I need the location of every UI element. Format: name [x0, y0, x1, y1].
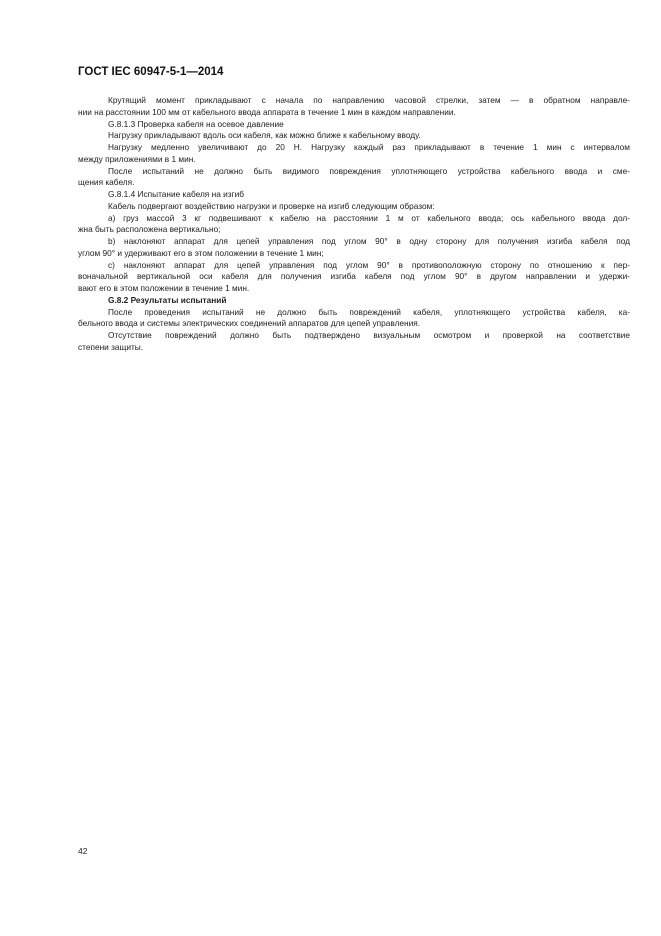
paragraph: [78, 142, 630, 166]
text-line: b) наклоняют аппарат для цепей управления под углом 90° в одну сторону для получения изгиба кабеля под: [108, 236, 630, 246]
paragraph: [78, 307, 630, 331]
paragraph: [78, 201, 630, 213]
paragraph: [78, 130, 630, 142]
text-line: щения кабеля.: [78, 177, 135, 188]
text-line: Нагрузку медленно увеличивают до 20 Н. Нагрузку каждый раз прикладывают в течение 1 мин с интервалом: [108, 142, 630, 152]
paragraph: [78, 95, 630, 119]
text-line: воначальной вертикальной оси кабеля для получения изгиба кабеля под углом 90° в другом направлении и удержи-: [78, 271, 630, 282]
text-line: Крутящий момент прикладывают с начала по направлению часовой стрелки, затем — в обратном направле-: [108, 95, 630, 105]
text-line: c) наклоняют аппарат для цепей управления под углом 90° в противоположную сторону по отношению к пер-: [108, 259, 630, 270]
text-line: бельного ввода и системы электрических соединений аппаратов для цепей управления.: [78, 318, 421, 329]
text-line: После проведения испытаний не должно быть повреждений кабеля, уплотняющего устройства кабеля, ка-: [108, 306, 630, 317]
paragraph: [78, 189, 630, 201]
text-line: G.8.1.4 Испытание кабеля на изгиб: [108, 189, 244, 199]
text-line: G.8.1.3 Проверка кабеля на осевое давление: [108, 118, 284, 129]
paragraph: [78, 166, 630, 190]
text-line: Кабель подвергают воздействию нагрузки и проверке на изгиб следующим образом:: [108, 200, 435, 211]
text-line: Нагрузку прикладывают вдоль оси кабеля, как можно ближе к кабельному вводу.: [108, 130, 421, 141]
text-line: a) груз массой 3 кг подвешивают к кабелю на расстоянии 1 м от кабельного ввода; ось кабельного ввода дол-: [108, 212, 630, 223]
document-body: [78, 95, 630, 354]
page-number: 42: [78, 846, 88, 856]
paragraph: [78, 213, 630, 237]
text-line: нии на расстоянии 100 мм от кабельного ввода аппарата в течение 1 мин в каждом направлении.: [78, 106, 456, 117]
text-line: G.8.2 Результаты испытаний: [108, 294, 227, 305]
document-header: ГОСТ IEC 60947-5-1—2014: [78, 66, 224, 78]
text-line: углом 90° и удерживают его в этом положении в течение 1 мин;: [78, 247, 324, 258]
text-line: жна быть расположена вертикально;: [78, 224, 221, 235]
text-line: степени защиты.: [78, 341, 144, 352]
paragraph: [78, 295, 630, 307]
text-line: Отсутствие повреждений должно быть подтверждено визуальным осмотром и проверкой на соответствие: [108, 330, 630, 340]
text-line: между приложениями в 1 мин.: [78, 153, 196, 164]
text-line: вают его в этом положении в течение 1 мин.: [78, 283, 250, 293]
text-line: После испытаний не должно быть видимого повреждения уплотняющего устройства кабельного ввода и сме-: [108, 165, 630, 176]
paragraph: [78, 236, 630, 260]
paragraph: [78, 260, 630, 295]
paragraph: [78, 119, 630, 131]
paragraph: [78, 330, 630, 354]
